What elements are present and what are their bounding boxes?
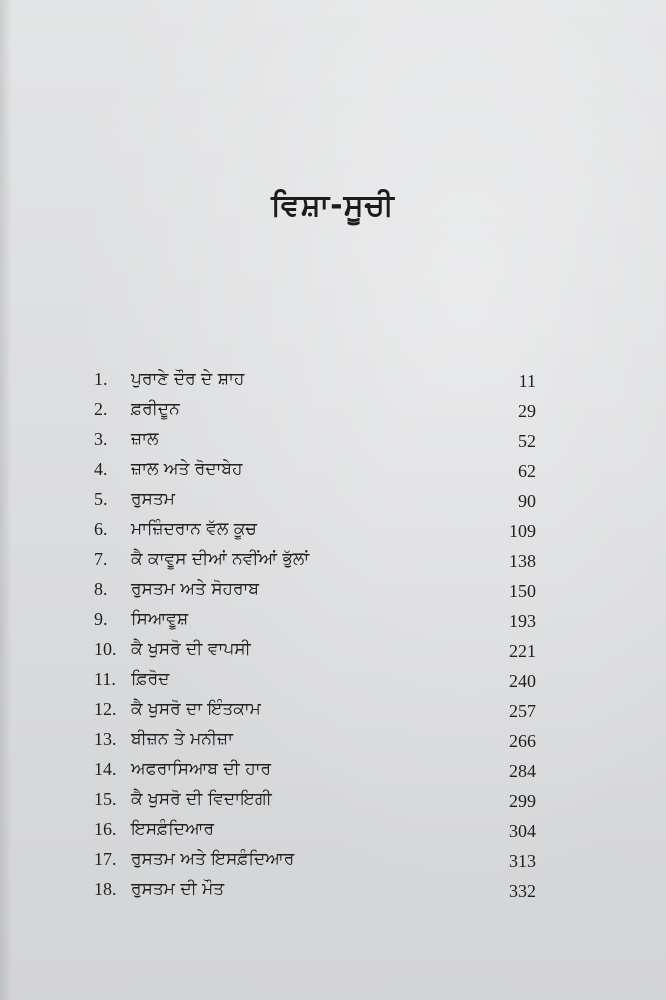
toc-entry-page-number: 299 xyxy=(509,791,536,811)
toc-entry xyxy=(94,394,542,424)
toc-entry-number: 7. xyxy=(94,549,108,569)
toc-entry-title: ਰੁਸਤਮ ਅਤੇ ਸੋਹਰਾਬ xyxy=(131,579,260,599)
toc-entry-title: ਅਫਰਾਸਿਆਬ ਦੀ ਹਾਰ xyxy=(131,759,272,779)
toc-entry-title: ਫ਼ਰੀਦੂਨ xyxy=(131,399,180,419)
toc-entry-number: 18. xyxy=(94,879,117,899)
toc-entry-title: ਮਾਜ਼ਿੰਦਰਾਨ ਵੱਲ ਕੂਚ xyxy=(131,519,257,539)
toc-entry xyxy=(94,574,542,604)
toc-entry-page-number: 257 xyxy=(509,701,536,721)
toc-entry-title: ਬੀਜ਼ਨ ਤੇ ਮਨੀਜ਼ਾ xyxy=(131,729,233,749)
toc-entry-number: 1. xyxy=(94,369,108,389)
toc-entry-page-number: 313 xyxy=(509,851,536,871)
toc-entry-page-number: 29 xyxy=(518,401,536,421)
toc-entry-page-number: 90 xyxy=(518,491,536,511)
toc-entry-page-number: 332 xyxy=(509,881,536,901)
toc-entry-title: ਰੁਸਤਮ xyxy=(131,489,175,509)
toc-entry-title: ਜ਼ਾਲ ਅਤੇ ਰੋਦਾਬੇਹ xyxy=(131,459,243,479)
toc-entry-number: 9. xyxy=(94,609,108,629)
toc-entry-page-number: 193 xyxy=(509,611,536,631)
toc-entry-page-number: 284 xyxy=(509,761,536,781)
toc-entry xyxy=(94,454,542,484)
toc-entry-page-number: 11 xyxy=(518,371,536,391)
toc-entry xyxy=(94,814,542,844)
page-title: ਵਿਸ਼ਾ-ਸੂਚੀ xyxy=(271,188,395,223)
toc-entry-number: 4. xyxy=(94,459,108,479)
toc-entry xyxy=(94,724,542,754)
toc-entry-number: 5. xyxy=(94,489,108,509)
toc-entry-page-number: 62 xyxy=(518,461,536,481)
toc-entry-page-number: 304 xyxy=(509,821,536,841)
toc-entry xyxy=(94,664,542,694)
toc-entry-number: 17. xyxy=(94,849,117,869)
toc-entry-title: ਪੁਰਾਣੇ ਦੌਰ ਦੇ ਸ਼ਾਹ xyxy=(131,369,245,389)
toc-entry xyxy=(94,784,542,814)
toc-entry-page-number: 266 xyxy=(509,731,536,751)
toc-entry xyxy=(94,844,542,874)
toc-entry-number: 15. xyxy=(94,789,117,809)
toc-entry-page-number: 221 xyxy=(509,641,536,661)
toc-entry-number: 12. xyxy=(94,699,117,719)
toc-entry-title: ਕੈ ਖੁਸਰੋ ਦਾ ਇੰਤਕਾਮ xyxy=(131,699,261,719)
toc-entry xyxy=(94,874,542,904)
toc-entry-title: ਕੈ ਕਾਵੂਸ ਦੀਆਂ ਨਵੀਂਆਂ ਭੁੱਲਾਂ xyxy=(131,549,310,569)
toc-entry-number: 11. xyxy=(94,669,116,689)
toc-entry xyxy=(94,364,542,394)
toc-entry-number: 3. xyxy=(94,429,108,449)
toc-entry-page-number: 138 xyxy=(509,551,536,571)
toc-entry-number: 16. xyxy=(94,819,117,839)
toc-entry-title: ਰੁਸਤਮ ਦੀ ਮੌਤ xyxy=(131,879,225,899)
toc-entry-page-number: 150 xyxy=(509,581,536,601)
toc-entry-page-number: 52 xyxy=(518,431,536,451)
toc-entry-title: ਸਿਆਵੂਸ਼ xyxy=(131,609,189,629)
toc-entry xyxy=(94,634,542,664)
toc-entry-title: ਕੈ ਖੁਸਰੋ ਦੀ ਵਿਦਾਇਗੀ xyxy=(131,789,272,809)
toc-entry-number: 13. xyxy=(94,729,117,749)
toc-entry xyxy=(94,544,542,574)
toc-entry-number: 6. xyxy=(94,519,108,539)
toc-entry xyxy=(94,754,542,784)
toc-entry-title: ਰੁਸਤਮ ਅਤੇ ਇਸਫ਼ੰਦਿਆਰ xyxy=(131,849,295,869)
toc-entry xyxy=(94,514,542,544)
toc-entry-title: ਕੈ ਖੁਸਰੋ ਦੀ ਵਾਪਸੀ xyxy=(131,639,251,659)
toc-entry-number: 2. xyxy=(94,399,108,419)
toc-entry-number: 14. xyxy=(94,759,117,779)
toc-entry-title: ਜ਼ਾਲ xyxy=(131,429,159,449)
toc-entry xyxy=(94,424,542,454)
toc-entry xyxy=(94,604,542,634)
toc-entry-number: 8. xyxy=(94,579,108,599)
toc-entry-title: ਫ਼ਿਰੋਦ xyxy=(131,669,170,689)
toc-entry xyxy=(94,484,542,514)
toc-entry-page-number: 109 xyxy=(509,521,536,541)
toc-entry-title: ਇਸਫ਼ੰਦਿਆਰ xyxy=(131,819,215,839)
toc-entry-page-number: 240 xyxy=(509,671,536,691)
table-of-contents xyxy=(94,364,542,904)
toc-entry-number: 10. xyxy=(94,639,117,659)
toc-entry xyxy=(94,694,542,724)
